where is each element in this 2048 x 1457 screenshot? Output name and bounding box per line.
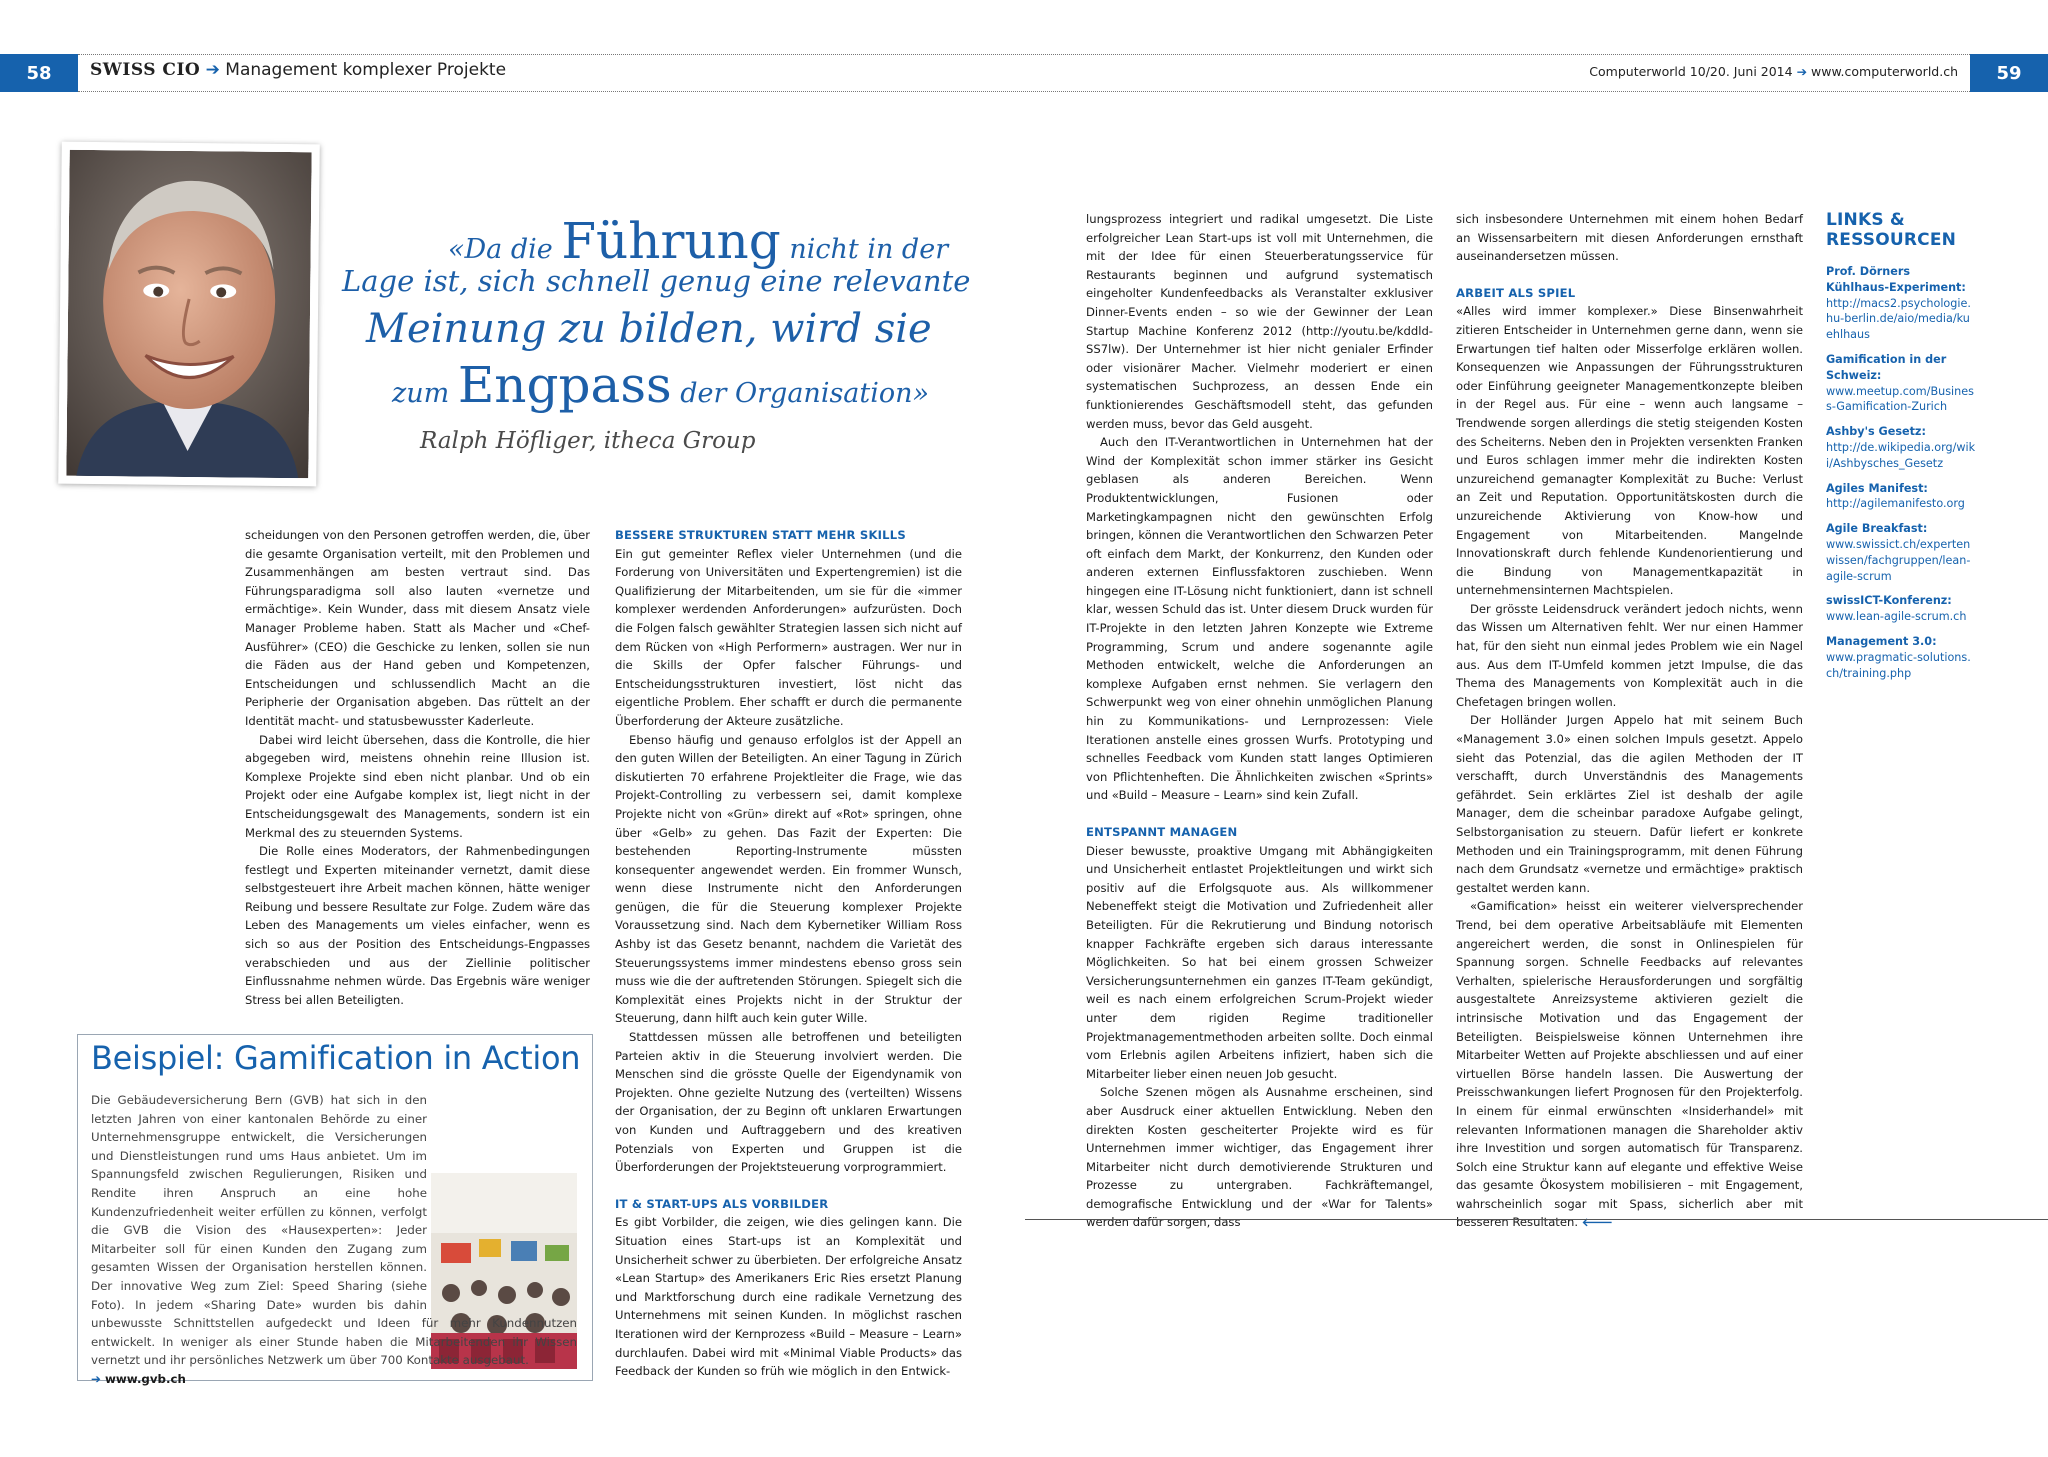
links-title: LINKS & RESSOURCEN [1826, 210, 1957, 250]
header-top-rule [78, 54, 1970, 55]
link-url[interactable]: http://de.wikipedia.org/wiki/Ashbysches_Gesetz [1826, 440, 1976, 470]
link-url[interactable]: www.meetup.com/Business-Gamification-Zurich [1826, 384, 1974, 414]
quote-line-4 [392, 356, 929, 414]
paragraph: Die Rolle eines Moderators, der Rahmenbedingungen festlegt und Experten miteinander vernetzt, damit diese selbstgesteuert ihre Arbeit machen können, hätte weniger Reibung und bessere Resultate zur Folge. Zudem wäre das Leben des Managements um vieles einfacher, wenn es sich so aus der Position des Entscheidungs-Engpasses verabschieden und aus der Ziellinie politischer Einflussnahme nehmen würde. Das Ergebnis wäre weniger Stress bei allen Beteiligten. [245, 844, 590, 1007]
paragraph: Solche Szenen mögen als Ausnahme erscheinen, sind aber Ausdruck einer aktuellen Entwicklung. Neben den direkten Kosten gescheiterter Projekte wird es für Unternehmen immer wichtiger, das Engagement ihrer Mitarbeiter nicht durch demotivierende Strukturen und Prozesse zu untergraben. Fachkräftemangel, demografische Entwicklung und der «War for Talents» werden dafür sorgen, dass [1086, 1085, 1433, 1230]
article-column-2 [615, 526, 962, 1381]
box-body: Die Gebäudeversicherung Bern (GVB) hat sich in den letzten Jahren von einer kantonalen Behörde zu einer Unternehmensgruppe entwickelt, die Versicherungen und Dienstleistungen rund ums Haus anbietet. Um im Spannungsfeld zwischen Regulierungen, Risiken und Rendite ihren Anspruch an eine hohe Kundenzufriedenheit weiter erfüllen zu können, verfolgt die GVB die Vision des «Hausexperten»: Jeder Mitarbeiter soll für einen Kunden den Zugang zum gesamten Wissen der Organisation herstellen können. Der innovative Weg zum Ziel: Speed Sharing (siehe Foto). In jedem «Sharing Date» wurden bis dahin unbewusste Schnittstellen aufgedeckt und Ideen für mehr Kundennutzen entwickelt. In weniger als einer Stunde haben die Mitarbeitenden ihr Wissen vernetzt und ihr persönliches Netzwerk um über 700 Kontakte ausgebaut. [91, 1093, 577, 1368]
gamification-box [77, 1034, 593, 1386]
text-wrap-spacer [427, 1091, 577, 1303]
link-url[interactable]: www.pragmatic-solutions.ch/training.php [1826, 650, 1971, 680]
magazine-url[interactable]: www.computerworld.ch [1811, 64, 1958, 79]
paragraph: sich insbesondere Unternehmen mit einem hohen Bedarf an Wissensarbeitern mit diesen Anforderungen ernsthaft auseinandersetzen müssen. [1456, 212, 1803, 264]
link-item [1826, 634, 1976, 681]
link-item [1826, 264, 1976, 343]
subheading: ARBEIT ALS SPIEL [1456, 285, 1576, 300]
subheading: ENTSPANNT MANAGEN [1086, 825, 1238, 839]
portrait-image [66, 150, 311, 479]
page-number-left: 58 [0, 54, 78, 92]
link-item [1826, 593, 1976, 625]
paragraph: Der Holländer Jurgen Appelo hat mit seinem Buch «Management 3.0» einen solchen Impuls gesetzt. Appelo sieht das Potenzial, das die agilen Methoden der IT verschafft, durch Unverständnis des Managements gefährdet. Sein erklärtes Ziel ist deshalb der agile Manager, dem die scheinbar paradoxe Aufgabe gelingt, Selbstorganisation zu steuern. Dafür liefert er konkrete Methoden und ein Trainingsprogramm, mit denen Führung nach dem Grundsatz «vernetze und ermächtige» praktisch gestaltet werden kann. [1456, 713, 1803, 895]
arrow-right-icon: ➔ [1796, 64, 1808, 79]
link-label: swissICT-Konferenz: [1826, 594, 1952, 608]
magazine-issue: Computerworld 10/20. Juni 2014 [1589, 64, 1793, 79]
quote-emphasis: Engpass [457, 356, 672, 414]
paragraph: Der grösste Leidensdruck verändert jedoch nichts, wenn das Wissen um Alternativen fehlt. Wer nur einen Hammer hat, für den sieht nun einmal jedes Problem wie ein Nagel aus. Aus dem IT-Umfeld kommen jetzt Impulse, die das Thema des Managements von Komplexität auch in die Chefetagen bringen wollen. [1456, 601, 1803, 709]
paragraph: Auch den IT-Verantwortlichen in Unternehmen hat der Wind der Komplexität schon immer stärker ins Gesicht geblasen als anderen Bereichen. Wenn Produktentwicklungen, Fusionen oder Marketingkampagnen nicht den gewünschten Erfolg bringen, können die Verantwortlichen den Schwarzen Peter oft einfach dem Markt, der Konkurrenz, den Kunden oder anderen externen Einflussfaktoren zuschieben. Wenn hingegen eine IT-Lösung nicht funktioniert, dann ist schnell klar, wessen Schuld das ist. Unter diesem Druck wurden für IT-Projekte in den letzten Jahren Konzepte wie Extreme Programming, Scrum und andere sogenannte agile Methoden entwickelt, welche die Anforderungen an komplexe Aufgaben ernst nehmen. Sie verlagern den Schwerpunkt weg von einer ohnehin unmöglichen Planung hin zu Kommunikations- und Lernprozessen: Viele Iterationen anstelle eines grossen Wurfs. Prototyping und schnelles Feedback vom Kunden statt langes Optimieren von Pflichtenheften. Die Ähnlichkeiten zwischen «Sprints» und «Build – Measure – Learn» sind kein Zufall. [1086, 435, 1433, 803]
paragraph: Ebenso häufig und genauso erfolglos ist der Appell an den guten Willen der Beteiligten. An einer Tagung in Zürich diskutierten 70 erfahrene Projektleiter die Frage, wie das Projekt-Controlling zu verbessern sei, damit komplexe Projekte nicht von «Grün» direkt auf «Rot» springen, ohne über «Gelb» zu gehen. Das Fazit der Experten: Die bestehenden Reporting-Instrumente müssten konsequenter angewendet werden. Ein frommer Wunsch, wenn diese Instrumente nicht den Anforderungen genügen, die für die Steuerung komplexer Projekte Voraussetzung sind. Nach dem Kybernetiker William Ross Ashby ist das Gesetz benannt, nachdem die Varietät des Steuerungssystems immer mindestens ebenso gross sein muss wie die der auftretenden Störungen. Spiegelt sich die Komplexität eines Projekts nicht in der Struktur der Steuerung, dann hilft auch kein guter Wille. [615, 732, 962, 1026]
quote-text: nicht in der [789, 234, 949, 265]
link-item [1826, 481, 1976, 513]
section-label: SWISS CIO [90, 60, 201, 80]
header-bottom-rule [78, 91, 1970, 92]
article-column-4 [1456, 210, 1803, 1232]
paragraph: Dabei wird leicht übersehen, dass die Kontrolle, die hier abgegeben wird, meistens ohnehin reine Illusion ist. Komplexe Projekte sind eben nicht planbar. Und ob ein Projekt oder eine Aufgabe komplex ist, liegt nicht in der Entscheidungsgewalt des Managements, sondern ist ein Merkmal des zu steuernden Systems. [245, 732, 590, 840]
subheading: IT & START-UPS ALS VORBILDER [615, 1196, 829, 1211]
links-sidebar [1826, 210, 1976, 690]
magazine-info [1589, 64, 1958, 79]
arrow-right-icon: ➔ [91, 1371, 101, 1386]
paragraph [1456, 897, 1803, 1232]
link-label: Agiles Manifest: [1826, 481, 1928, 495]
link-label: Agile Breakfast: [1826, 522, 1928, 536]
link-item [1826, 352, 1976, 415]
quote-line-1 [448, 212, 948, 270]
quote-line-2: Lage ist, sich schnell genug eine relevante [342, 264, 971, 298]
link-url[interactable]: http://agilemanifesto.org [1826, 497, 1965, 511]
article-column-1 [245, 526, 590, 1009]
quote-line-3: Meinung zu bilden, wird sie [366, 306, 932, 352]
paragraph: Dieser bewusste, proaktive Umgang mit Abhängigkeiten und Unsicherheit entlastet Projektleitungen und wirkt sich positiv auf die Erfolgsquote aus. Als willkommener Nebeneffekt steigt die Motivation und Zufriedenheit aller Beteiligten. Für die Rekrutierung und Bindung notorisch knapper Fachkräfte ergeben sich daraus interessante Möglichkeiten. So hat bei einem grossen Schweizer Versicherungsunternehmen ein ganzes IT-Team gekündigt, weil es nach einem erfolgreichen Scrum-Projekt wieder unter dem rigiden Regime traditioneller Projektmanagementmethoden arbeiten sollte. Doch einmal vom Erlebnis agilen Arbeitens infiziert, haben sich die Mitarbeiter lieber einen neuen Job gesucht. [1086, 843, 1433, 1081]
link-label: Ashby's Gesetz: [1826, 425, 1926, 439]
quote-text: zum [392, 378, 450, 409]
portrait-photo [58, 142, 320, 487]
quote-author: Ralph Höfliger, itheca Group [420, 428, 756, 454]
page-number-right: 59 [1970, 54, 2048, 92]
paragraph: «Alles wird immer komplexer.» Diese Binsenwahrheit zitieren Entscheider in Unternehmen gerne dann, wenn sie Erwartungen tief halten oder Misserfolge erklären wollen. Konsequenzen wie Anpassungen der Führungsstrukturen oder Einführung geeigneter Managementkonzepte bleiben in der Regel aus. Für eine – wenn auch langsame – Trendwende sorgen allerdings die stetig steigenden Kosten des Scheiterns. Neben den in Projekten versenkten Franken und Euros schlagen immer mehr die indirekten Kosten unzureichend gemanagter Komplexität zu Buche: Verlust an Zeit und Reputation. Opportunitätskosten durch die unzureichende Aktivierung von Know-how und Engagement von Mitarbeitenden. Mangelnde Innovationskraft durch fehlende Kundenorientierung und die Bindung von Managementkapazität in unternehmensinternen Machtspielen. [1456, 304, 1803, 598]
quote-text: «Da die [448, 234, 553, 265]
link-label: Prof. Dörners Kühlhaus-Experiment: [1826, 265, 1966, 294]
link-item [1826, 424, 1976, 471]
section-subtitle: Management komplexer Projekte [225, 60, 507, 80]
link-url[interactable]: www.lean-agile-scrum.ch [1826, 610, 1967, 624]
paragraph: lungsprozess integriert und radikal umgesetzt. Die Liste erfolgreicher Lean Start-ups ist voll mit Unternehmen, die mit der Idee für einen Steuerberatungsservice für Restaurants beginnen und aufgrund systematisch eingeholter Kundenfeedbacks als Veranstalter exklusiver Dinner-Events enden – so wie der Gewinner der Lean Startup Machine Konferenz 2012 (http://youtu.be/kddld-SS7lw). Der Unternehmer ist hier nicht genialer Erfinder oder visionärer Macher. Vielmehr moderiert er einen systematischen Suchprozess, an dessen Ende ein funktionierendes Geschäftsmodell steht, das gefunden werden muss, bevor das Geld ausgeht. [1086, 212, 1433, 431]
box-url[interactable]: www.gvb.ch [105, 1371, 186, 1386]
bottom-rule [1025, 1219, 2048, 1220]
box-paragraph [91, 1091, 577, 1370]
paragraph: scheidungen von den Personen getroffen werden, die, über die gesamte Organisation verteilt, mit den Problemen und Zusammenhängen am besten vertraut sind. Das Führungsparadigma soll also lauten «vernetze und ermächtige». Kein Wunder, dass mit diesem Ansatz viele Manager Probleme haben. Statt als Macher und «Chef-Ausführer» (CEO) die Geschicke zu lenken, sollen sie nun die Fäden aus der Hand geben und Kompetenzen, Entscheidungen und schlussendlich Macht an die Peripherie der Organisation abgeben. Das rüttelt an der Identität macht- und statusbewusster Kaderleute. [245, 528, 590, 728]
subheading: BESSERE STRUKTUREN STATT MEHR SKILLS [615, 528, 906, 542]
paragraph: Es gibt Vorbilder, die zeigen, wie dies gelingen kann. Die Situation eines Start-ups ist an Komplexität und Unsicherheit schwer zu überbieten. Der erfolgreiche Ansatz «Lean Startup» des Amerikaners Eric Ries ersetzt Planung und Marktforschung durch eine radikale Vernetzung des Unternehmens mit seinen Kunden. In möglichst raschen Iterationen wird der Kernprozess «Build – Measure – Learn» durchlaufen. Dabei wird mit «Minimal Viable Products» das Feedback der Kunden so früh wie möglich in den Entwick- [615, 1215, 962, 1379]
link-item [1826, 521, 1976, 584]
box-text [91, 1091, 577, 1389]
link-label: Gamification in der Schweiz: [1826, 352, 1947, 382]
paragraph: Stattdessen müssen alle betroffenen und beteiligten Parteien aktiv in die Steuerung involviert werden. Die Menschen sind die grösste Quelle der Eigendynamik von Projekten. Ohne gezielte Nutzung des (verteilten) Wissens der Organisation, der zu Beginn oft unklaren Erwartungen von Kunden und Auftraggebern und des kreativen Potenzials von Experten und Gruppen ist die Überforderungen der Projektsteuerung vorprogrammiert. [615, 1030, 962, 1175]
arrow-right-icon: ➔ [205, 60, 220, 80]
link-url[interactable]: http://macs2.psychologie.hu-berlin.de/aio/media/kuehlhaus [1826, 296, 1971, 342]
article-column-3 [1086, 210, 1433, 1232]
link-url[interactable]: www.swissict.ch/expertenwissen/fachgruppen/lean-agile-scrum [1826, 537, 1971, 583]
end-arrow-icon: 🡐 [1581, 1215, 1613, 1230]
quote-text: der Organisation» [680, 378, 930, 409]
quote-emphasis: Führung [561, 212, 781, 270]
box-title: Beispiel: Gamification in Action [91, 1039, 581, 1077]
section-title [90, 60, 506, 80]
paragraph: Ein gut gemeinter Reflex vieler Unternehmen (und die Forderung von Universitäten und Expertengremien) ist die Qualifizierung der Mitarbeitenden, um sie für die «immer komplexer werdenden Anforderungen» aufzurüsten. Doch die Folgen falsch gewählter Strategien lassen sich nicht auf dem Rücken von «High Performern» austragen. Wer nur in die Skills der Opfer falscher Führungs- und Entscheidungsstrukturen investiert, löst nicht das eigentliche Problem. Eher schafft er durch die permanente Überforderung der Akteure zusätzliche. [615, 546, 962, 728]
paragraph-text: «Gamification» heisst ein weiterer vielversprechender Trend, bei dem operative Arbeitsabläufe mit Elementen angereichert werden, die sonst in Onlinespielen für Spannung sorgen. Schnelle Feedbacks auf relevantes Verhalten, spielerische Herausforderungen und sorgfältig ausgestaltete Anreizsysteme aktivieren gezielt die intrinsische Motivation und das Engagement der Beteiligten. Beispielsweise können Unternehmen ihre Mitarbeiter Wetten auf Projekte abschliessen und auf einer virtuellen Börse handeln lassen. Die Auswertung der Preisschwankungen liefert Prognosen für den Projekterfolg. In einem für einmal erwünschten «Insiderhandel» mit relevanten Informationen managen die Shareholder aktiv ihre Investition und sorgen automatisch für Transparenz. Solch eine Struktur kann auf elegante und effektive Weise das gesamte Ökosystem mobilisieren – mit Engagement, wahrscheinlich sogar mit Spass, sicherlich aber mit besseren Resultaten. [1456, 899, 1803, 1230]
link-label: Management 3.0: [1826, 634, 1937, 648]
box-link[interactable] [91, 1370, 577, 1389]
